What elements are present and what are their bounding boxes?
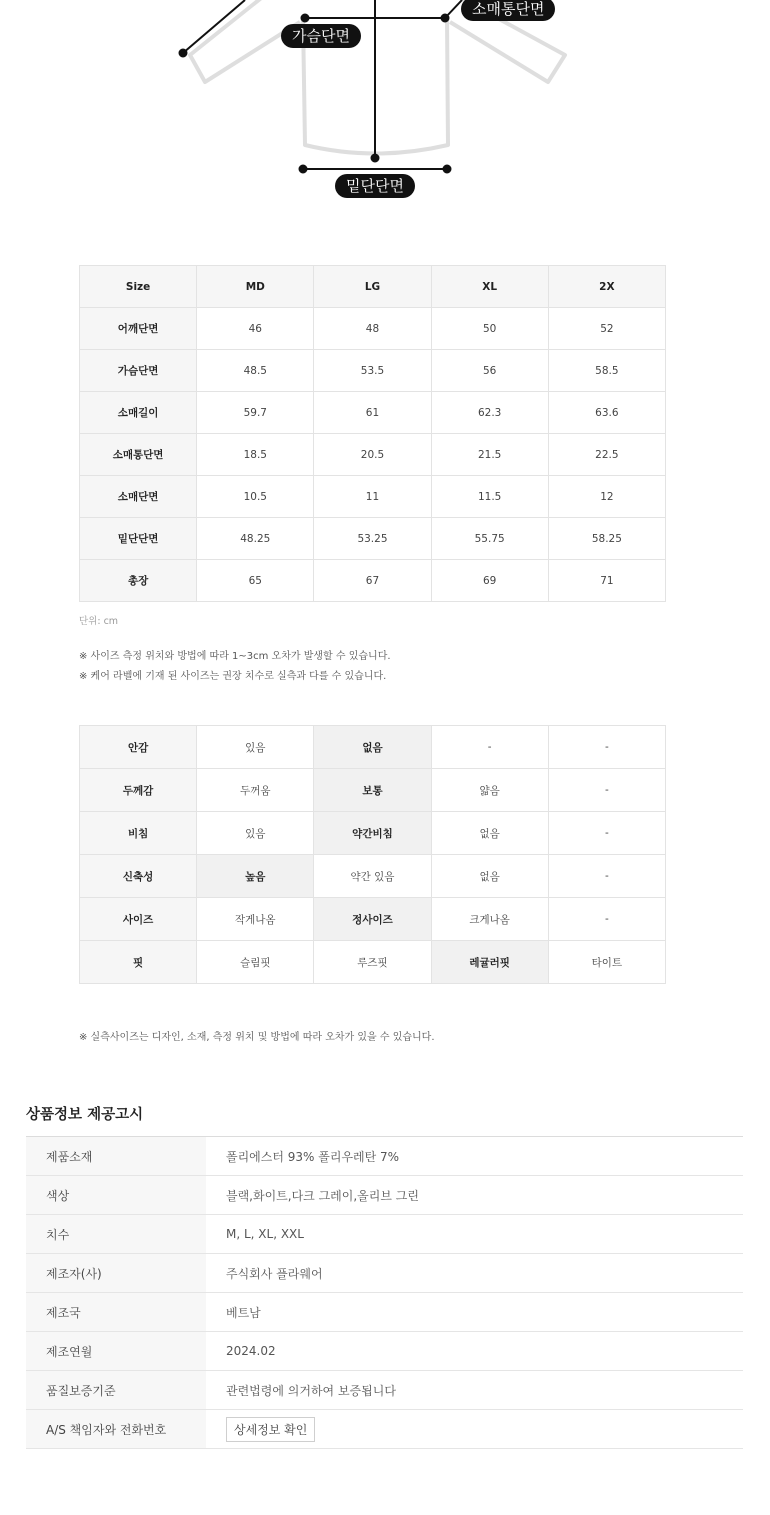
info-row (26, 1332, 743, 1371)
feel-option: 루즈핏 (314, 941, 431, 984)
as-contact-cell (206, 1410, 743, 1449)
fit-note: ※ 실측사이즈는 디자인, 소재, 측정 위치 및 방법에 따라 오차가 있을 수 있습니다. (79, 1032, 435, 1043)
measurement-value: 56 (431, 350, 548, 392)
feel-option: - (548, 812, 665, 855)
measurement-value: 21.5 (431, 434, 548, 476)
feel-option: 슬림핏 (197, 941, 314, 984)
info-value: 폴리에스터 93% 폴리우레탄 7% (206, 1137, 743, 1176)
size-table-row (80, 350, 666, 392)
feel-attribute: 핏 (80, 941, 197, 984)
info-label: 색상 (26, 1176, 206, 1215)
feel-option: 타이트 (548, 941, 665, 984)
info-value: 주식회사 플라웨어 (206, 1254, 743, 1293)
measurement-value: 58.5 (548, 350, 665, 392)
feel-attribute: 안감 (80, 726, 197, 769)
info-row (26, 1371, 743, 1410)
info-label: 제조자(사) (26, 1254, 206, 1293)
info-label: 제조국 (26, 1293, 206, 1332)
measurement-value: 52 (548, 308, 665, 350)
size-table-row (80, 476, 666, 518)
size-table (79, 265, 666, 602)
info-row (26, 1215, 743, 1254)
unit-label: 단위: cm (79, 616, 119, 627)
feel-row (80, 769, 666, 812)
size-table-row (80, 392, 666, 434)
feel-option-selected: 약간비침 (314, 812, 431, 855)
feel-option: 두꺼움 (197, 769, 314, 812)
measurement-name: 소매통단면 (80, 434, 197, 476)
sleeve-width-label: 소매통단면 (461, 0, 555, 21)
size-header-cell: MD (197, 266, 314, 308)
feel-row (80, 898, 666, 941)
measurement-value: 69 (431, 560, 548, 602)
feel-row (80, 726, 666, 769)
info-value: 관련법령에 의거하여 보증됩니다 (206, 1371, 743, 1410)
measurement-value: 48 (314, 308, 431, 350)
info-value: M, L, XL, XXL (206, 1215, 743, 1254)
measurement-value: 62.3 (431, 392, 548, 434)
feel-option: 작게나옴 (197, 898, 314, 941)
measurement-value: 12 (548, 476, 665, 518)
measurement-value: 59.7 (197, 392, 314, 434)
as-contact-label: A/S 책임자와 전화번호 (26, 1410, 206, 1449)
info-row (26, 1293, 743, 1332)
info-value: 블랙,화이트,다크 그레이,올리브 그린 (206, 1176, 743, 1215)
feel-option: 있음 (197, 812, 314, 855)
measurement-value: 71 (548, 560, 665, 602)
size-table-row (80, 560, 666, 602)
measurement-diagram (0, 0, 770, 210)
feel-attribute: 두께감 (80, 769, 197, 812)
feel-option: - (431, 726, 548, 769)
measurement-name: 소매단면 (80, 476, 197, 518)
measurement-value: 11.5 (431, 476, 548, 518)
feel-option: 없음 (431, 855, 548, 898)
feel-option: - (548, 855, 665, 898)
size-table-row (80, 434, 666, 476)
measurement-value: 22.5 (548, 434, 665, 476)
feel-option-selected: 정사이즈 (314, 898, 431, 941)
info-value: 2024.02 (206, 1332, 743, 1371)
measurement-value: 53.5 (314, 350, 431, 392)
info-row (26, 1410, 743, 1449)
measurement-value: 48.5 (197, 350, 314, 392)
info-value: 베트남 (206, 1293, 743, 1332)
feel-option: 없음 (431, 812, 548, 855)
measurement-value: 53.25 (314, 518, 431, 560)
feel-attribute: 사이즈 (80, 898, 197, 941)
info-row (26, 1137, 743, 1176)
feel-option-selected: 높음 (197, 855, 314, 898)
measurement-value: 65 (197, 560, 314, 602)
feel-attribute: 신축성 (80, 855, 197, 898)
measurement-value: 63.6 (548, 392, 665, 434)
measurement-value: 20.5 (314, 434, 431, 476)
info-label: 제조연월 (26, 1332, 206, 1371)
feel-option-selected: 없음 (314, 726, 431, 769)
measurement-value: 50 (431, 308, 548, 350)
measurement-value: 11 (314, 476, 431, 518)
measurement-value: 10.5 (197, 476, 314, 518)
view-details-button[interactable]: 상세정보 확인 (226, 1417, 315, 1442)
chest-width-label: 가슴단면 (281, 24, 361, 48)
feel-option: 크게나옴 (431, 898, 548, 941)
feel-option: - (548, 898, 665, 941)
measurement-name: 총장 (80, 560, 197, 602)
feel-attribute: 비침 (80, 812, 197, 855)
feel-option: - (548, 726, 665, 769)
fabric-feel-table (79, 725, 666, 984)
info-row (26, 1254, 743, 1293)
feel-option: 있음 (197, 726, 314, 769)
feel-row (80, 941, 666, 984)
info-label: 제품소재 (26, 1137, 206, 1176)
info-label: 품질보증기준 (26, 1371, 206, 1410)
info-row (26, 1176, 743, 1215)
measurement-name: 소매길이 (80, 392, 197, 434)
product-info-table (26, 1136, 743, 1449)
measurement-value: 67 (314, 560, 431, 602)
feel-option-selected: 보통 (314, 769, 431, 812)
measurement-value: 61 (314, 392, 431, 434)
size-header-cell: XL (431, 266, 548, 308)
info-label: 치수 (26, 1215, 206, 1254)
measurement-name: 어깨단면 (80, 308, 197, 350)
size-header-cell: Size (80, 266, 197, 308)
size-table-row (80, 518, 666, 560)
size-table-row (80, 308, 666, 350)
hem-width-label: 밑단단면 (335, 174, 415, 198)
product-info-title: 상품정보 제공고시 (26, 1107, 144, 1123)
size-header-cell: LG (314, 266, 431, 308)
measurement-value: 58.25 (548, 518, 665, 560)
measurement-value: 48.25 (197, 518, 314, 560)
feel-option-selected: 레귤러핏 (431, 941, 548, 984)
measurement-name: 가슴단면 (80, 350, 197, 392)
feel-row (80, 812, 666, 855)
size-note: ※ 사이즈 측정 위치와 방법에 따라 1~3cm 오차가 발생할 수 있습니다. (79, 651, 391, 662)
measurement-value: 46 (197, 308, 314, 350)
size-table-header-row (80, 266, 666, 308)
feel-option: 약간 있음 (314, 855, 431, 898)
feel-option: 얇음 (431, 769, 548, 812)
feel-row (80, 855, 666, 898)
measurement-name: 밑단단면 (80, 518, 197, 560)
feel-option: - (548, 769, 665, 812)
size-note: ※ 케어 라벨에 기재 된 사이즈는 권장 치수로 실측과 다를 수 있습니다. (79, 671, 387, 682)
size-header-cell: 2X (548, 266, 665, 308)
measurement-value: 18.5 (197, 434, 314, 476)
measurement-value: 55.75 (431, 518, 548, 560)
